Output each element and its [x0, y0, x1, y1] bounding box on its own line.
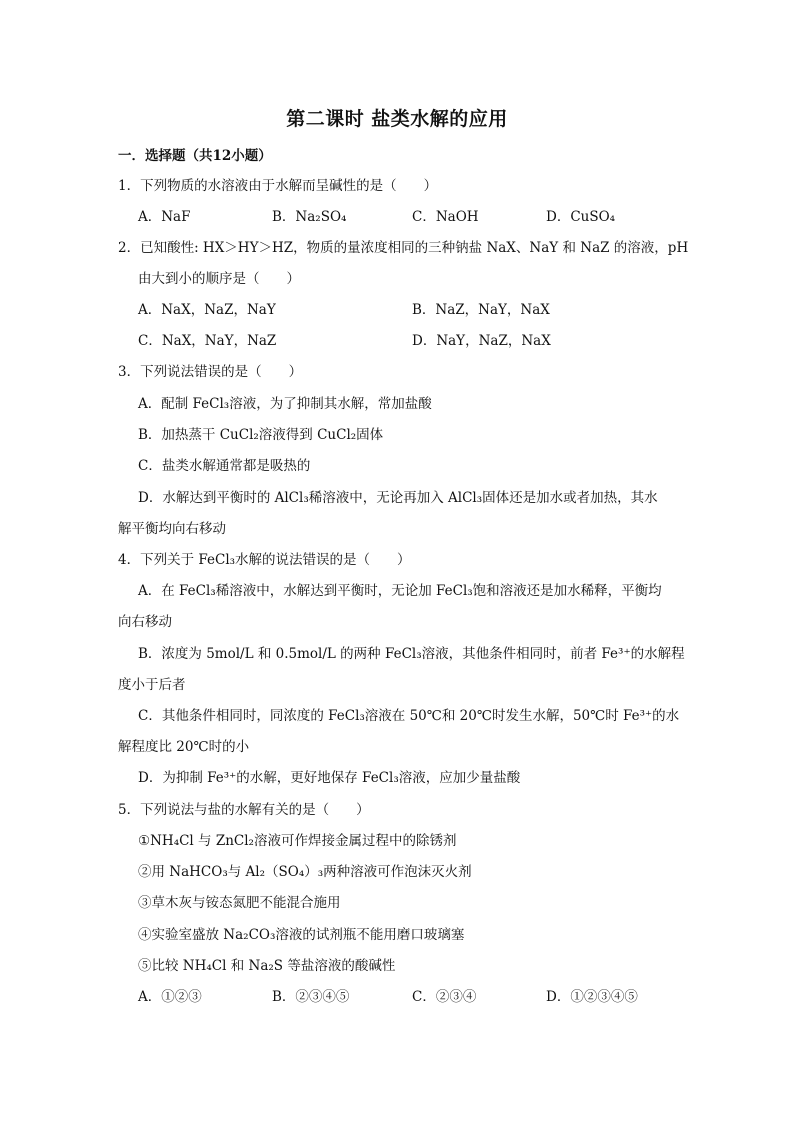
- question-4-option-a-cont: 向右移动: [118, 614, 172, 630]
- question-5-item-2: ②用 NaHCO₃与 Al₂（SO₄）₃两种溶液可作泡沫灭火剂: [138, 864, 472, 880]
- question-1-stem: 1．下列物质的水溶液由于水解而呈碱性的是（ ）: [118, 178, 438, 194]
- question-2-stem-cont: 由大到小的顺序是（ ）: [138, 271, 300, 287]
- question-1-option-b: B．Na₂SO₄: [272, 209, 347, 225]
- question-3-option-b: B．加热蒸干 CuCl₂溶液得到 CuCl₂固体: [138, 427, 384, 443]
- question-3-option-d: D．水解达到平衡时的 AlCl₃稀溶液中，无论再加入 AlCl₃固体还是加水或者加热，其水: [138, 490, 658, 506]
- question-5-option-a: A．①②③: [138, 989, 202, 1005]
- page-title: 第二课时 盐类水解的应用: [286, 108, 508, 130]
- question-5-item-1: ①NH₄Cl 与 ZnCl₂溶液可作焊接金属过程中的除锈剂: [138, 833, 457, 849]
- question-2-option-d: D．NaY，NaZ，NaX: [412, 333, 551, 349]
- question-4-stem: 4．下列关于 FeCl₃水解的说法错误的是（ ）: [118, 552, 411, 568]
- question-3-option-d-cont: 解平衡均向右移动: [118, 521, 226, 537]
- question-4-option-c: C．其他条件相同时，同浓度的 FeCl₃溶液在 50℃和 20℃时发生水解，50℃时 Fe³⁺的水: [138, 708, 680, 724]
- question-5-item-4: ④实验室盛放 Na₂CO₃溶液的试剂瓶不能用磨口玻璃塞: [138, 927, 465, 943]
- question-1-option-d: D．CuSO₄: [546, 209, 616, 225]
- question-5-option-d: D．①②③④⑤: [546, 989, 638, 1005]
- question-2-option-b: B．NaZ，NaY，NaX: [412, 302, 550, 318]
- question-2-stem: 2．已知酸性: HX＞HY＞HZ，物质的量浓度相同的三种钠盐 NaX、NaY 和 NaZ 的溶液，pH: [118, 240, 689, 256]
- question-3-option-c: C．盐类水解通常都是吸热的: [138, 458, 311, 474]
- question-2-option-a: A．NaX，NaZ，NaY: [138, 302, 276, 318]
- question-5-stem: 5．下列说法与盐的水解有关的是（ ）: [118, 802, 370, 818]
- question-5-option-c: C．②③④: [412, 989, 477, 1005]
- question-3-stem: 3．下列说法错误的是（ ）: [118, 364, 303, 380]
- question-1-option-c: C．NaOH: [412, 209, 479, 225]
- question-4-option-c-cont: 解程度比 20℃时的小: [118, 739, 250, 755]
- question-1-option-a: A．NaF: [138, 209, 191, 225]
- question-4-option-b: B．浓度为 5mol/L 和 0.5mol/L 的两种 FeCl₃溶液，其他条件相同时，前者 Fe³⁺的水解程: [138, 646, 685, 662]
- question-3-option-a: A．配制 FeCl₃溶液，为了抑制其水解，常加盐酸: [138, 396, 432, 412]
- section-heading: 一．选择题（共12小题）: [118, 148, 272, 164]
- question-4-option-b-cont: 度小于后者: [118, 677, 186, 693]
- question-4-option-d: D．为抑制 Fe³⁺的水解，更好地保存 FeCl₃溶液，应加少量盐酸: [138, 770, 521, 786]
- question-2-option-c: C．NaX，NaY，NaZ: [138, 333, 277, 349]
- question-4-option-a: A．在 FeCl₃稀溶液中，水解达到平衡时，无论加 FeCl₃饱和溶液还是加水稀释，平衡均: [138, 583, 662, 599]
- question-5-option-b: B．②③④⑤: [272, 989, 350, 1005]
- question-5-item-3: ③草木灰与铵态氮肥不能混合施用: [138, 895, 341, 911]
- question-5-item-5: ⑤比较 NH₄Cl 和 Na₂S 等盐溶液的酸碱性: [138, 958, 396, 974]
